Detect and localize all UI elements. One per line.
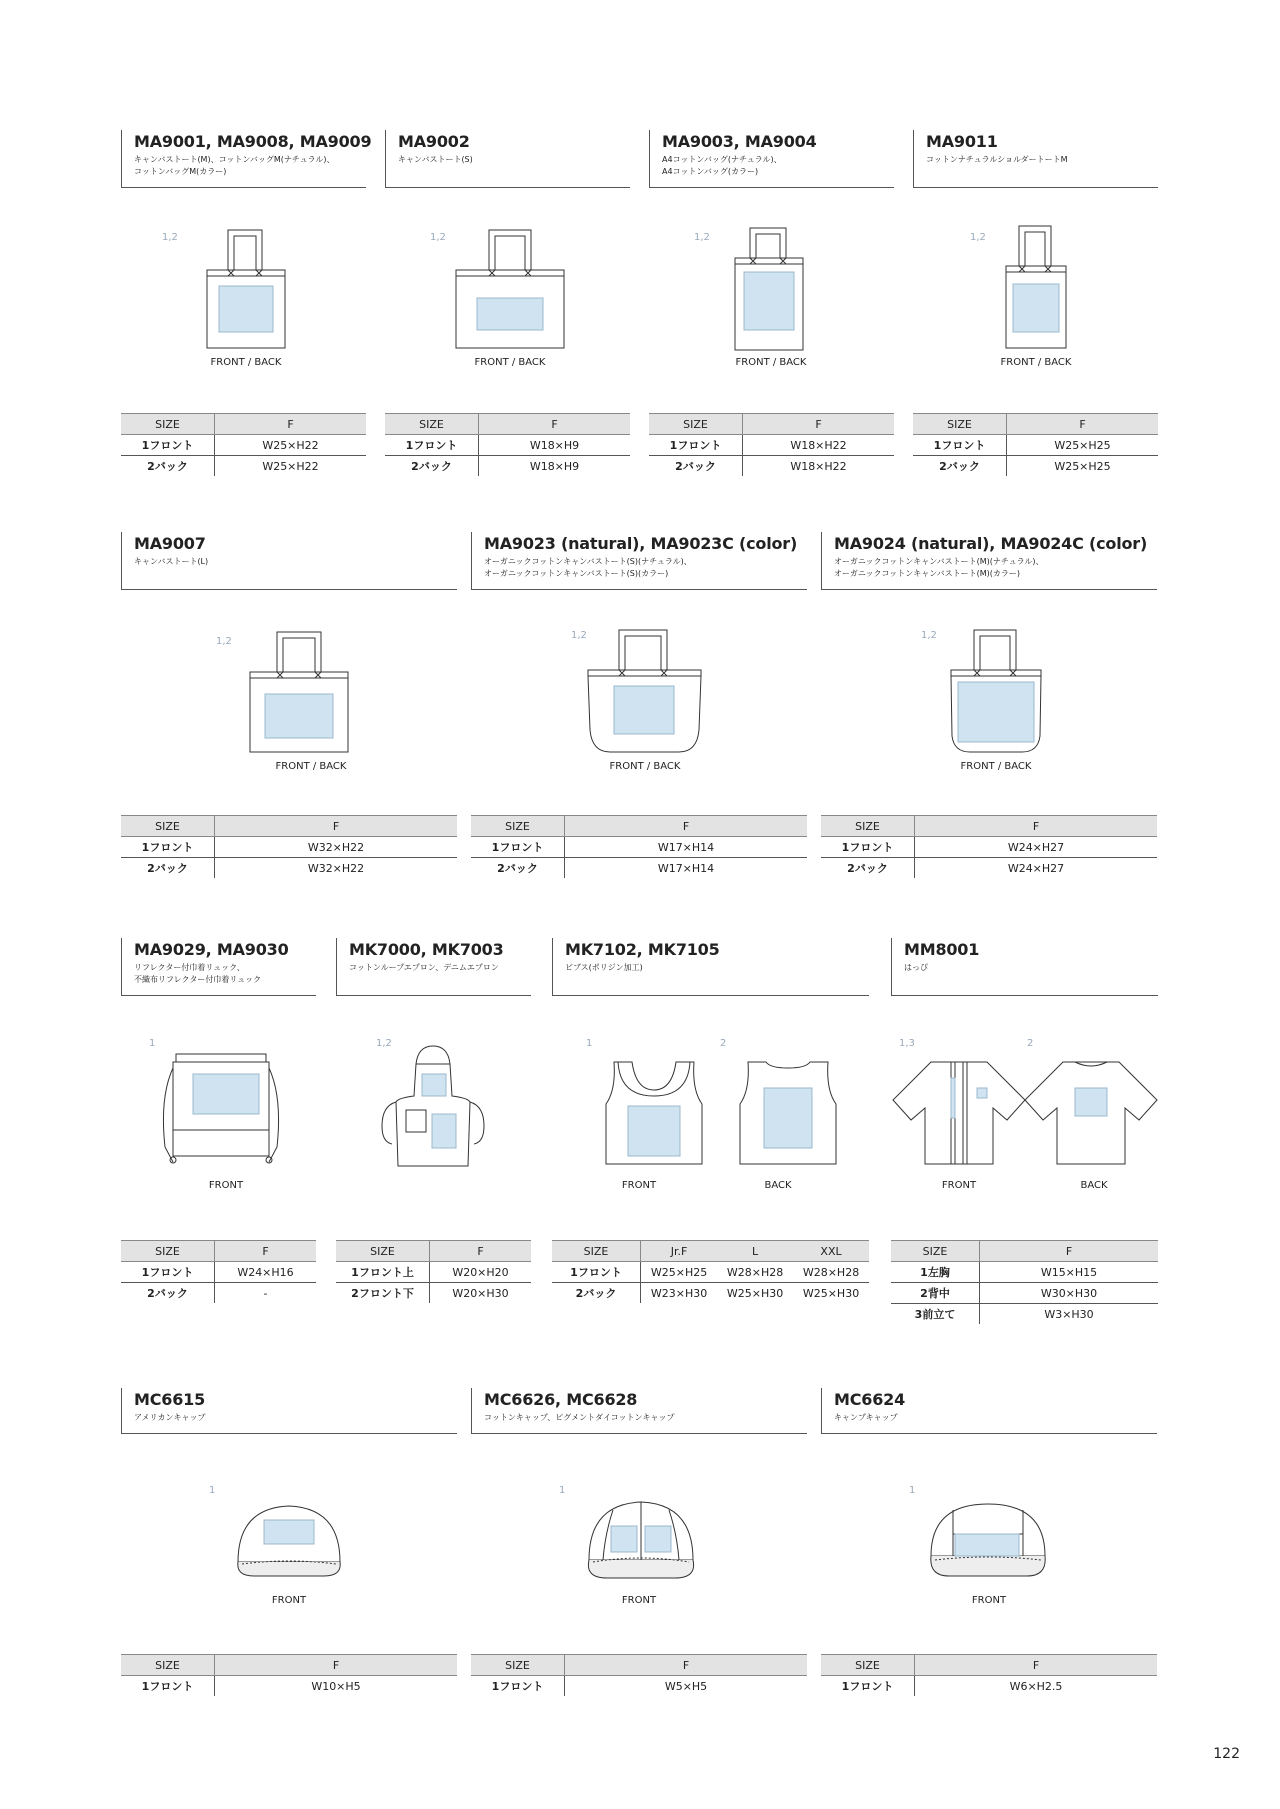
- product-title: MA9003, MA9004: [662, 132, 817, 151]
- size-header: SIZE: [121, 414, 215, 435]
- area-label: 1左胸: [891, 1262, 980, 1283]
- area-value: W18×H22: [790, 459, 847, 473]
- area-value: W25×H25: [641, 1262, 718, 1283]
- product-title: MM8001: [904, 940, 980, 959]
- cap-illustration: [583, 1498, 699, 1582]
- area-value: W24×H27: [1007, 861, 1065, 875]
- size-header: SIZE: [121, 816, 215, 837]
- size-table: [471, 815, 807, 878]
- product-subtitle: A4コットンバッグ(カラー): [662, 167, 759, 176]
- product-subtitle: オーガニックコットンキャンバストート(S)(カラー): [484, 569, 669, 578]
- product-header: [336, 938, 531, 996]
- size-header: SIZE: [649, 414, 743, 435]
- happi-back-illustration: [1023, 1060, 1159, 1165]
- area-value: W3×H30: [1044, 1307, 1094, 1321]
- area-value: W15×H15: [980, 1262, 1159, 1283]
- area-value: W20×H30: [452, 1286, 509, 1300]
- size-header: SIZE: [471, 1655, 565, 1676]
- page-number: 122: [1213, 1746, 1240, 1762]
- size-table: [336, 1240, 531, 1303]
- area-value: W30×H30: [980, 1283, 1159, 1304]
- size-header: F: [215, 816, 458, 837]
- product-title: MA9007: [134, 534, 206, 553]
- print-area-number: 1: [559, 1485, 566, 1496]
- area-label: 1フロント: [121, 837, 215, 858]
- product-card-mk7102: [552, 938, 869, 1318]
- print-area-number: 1,2: [571, 630, 587, 641]
- area-value: W28×H28: [717, 1262, 793, 1283]
- area-value: W20×H20: [430, 1262, 532, 1283]
- area-value: W25×H30: [802, 1286, 860, 1300]
- view-caption: FRONT / BACK: [960, 761, 1032, 772]
- size-header: SIZE: [121, 1241, 215, 1262]
- area-label: 2背中: [891, 1283, 980, 1304]
- product-title: MA9029, MA9030: [134, 940, 289, 959]
- size-header: F: [565, 1655, 808, 1676]
- size-header: L: [717, 1241, 793, 1262]
- cap-illustration: [234, 1500, 344, 1580]
- area-label: 1フロント: [552, 1262, 641, 1283]
- size-header: F: [479, 414, 631, 435]
- view-caption: FRONT: [208, 1180, 244, 1191]
- area-label: 1フロント: [121, 435, 215, 456]
- area-value: W24×H27: [915, 837, 1158, 858]
- area-label: 1フロント: [121, 1676, 215, 1697]
- happi-front-illustration: [891, 1060, 1027, 1165]
- product-subtitle: キャンバストート(S): [398, 155, 473, 164]
- area-label: 1フロント: [385, 435, 479, 456]
- view-caption: FRONT: [941, 1180, 977, 1191]
- product-subtitle: コットンナチュラルショルダートートM: [926, 155, 1068, 164]
- size-header: SIZE: [821, 1655, 915, 1676]
- print-area-number: 1,2: [694, 232, 710, 243]
- product-header: [121, 532, 457, 590]
- product-card-ma9003: [649, 130, 894, 473]
- view-caption: FRONT / BACK: [609, 761, 681, 772]
- view-caption: FRONT: [971, 1595, 1007, 1606]
- print-area-number: 1,2: [162, 232, 178, 243]
- area-value: W17×H14: [565, 837, 808, 858]
- product-title: MC6626, MC6628: [484, 1390, 638, 1409]
- product-card-ma9002: [385, 130, 630, 473]
- print-area-number: 2: [720, 1038, 727, 1049]
- size-table: [821, 815, 1157, 878]
- product-subtitle: はっぴ: [904, 963, 928, 972]
- size-header: F: [915, 1655, 1158, 1676]
- view-caption: FRONT / BACK: [210, 357, 282, 368]
- print-area-number: 1,2: [430, 232, 446, 243]
- tote-bag-illustration: [455, 230, 565, 350]
- size-header: F: [915, 816, 1158, 837]
- size-table: [121, 1654, 457, 1696]
- size-table: [121, 815, 457, 878]
- tote-bag-illustration: [1005, 226, 1067, 351]
- area-value: W5×H5: [664, 1679, 708, 1693]
- size-table: [121, 1240, 316, 1303]
- size-header: F: [743, 414, 895, 435]
- area-value: W25×H22: [215, 435, 367, 456]
- size-header: SIZE: [385, 414, 479, 435]
- product-subtitle: キャンバストート(M)、コットンバッグM(ナチュラル)、: [134, 155, 335, 164]
- print-area-number: 1,2: [970, 232, 986, 243]
- size-header: F: [430, 1241, 532, 1262]
- product-subtitle: コットンキャップ、ピグメントダイコットンキャップ: [484, 1413, 675, 1422]
- area-value: W32×H22: [215, 837, 458, 858]
- size-header: SIZE: [336, 1241, 430, 1262]
- area-value: W23×H30: [650, 1286, 708, 1300]
- product-subtitle: キャンプキャップ: [834, 1413, 898, 1422]
- product-subtitle: ビブス(ポリジン加工): [565, 963, 643, 972]
- area-value: W28×H28: [793, 1262, 869, 1283]
- area-label: 2バック: [471, 858, 565, 879]
- size-table: [891, 1240, 1158, 1324]
- size-table: [913, 413, 1158, 476]
- size-table: [121, 413, 366, 476]
- view-caption: FRONT / BACK: [1000, 357, 1072, 368]
- view-caption: FRONT: [271, 1595, 307, 1606]
- print-area-number: 1,2: [376, 1038, 392, 1049]
- size-header: F: [215, 1655, 458, 1676]
- cap-illustration: [925, 1500, 1051, 1580]
- bib-front-illustration: [604, 1060, 704, 1165]
- area-value: W18×H9: [479, 435, 631, 456]
- bib-back-illustration: [738, 1060, 838, 1165]
- product-header: [821, 1388, 1157, 1434]
- product-title: MK7102, MK7105: [565, 940, 720, 959]
- area-label: 2バック: [913, 456, 1007, 477]
- print-area-number: 1,2: [921, 630, 937, 641]
- product-subtitle: コットンバッグM(カラー): [134, 167, 227, 176]
- area-label: 2フロント下: [336, 1283, 430, 1304]
- area-label: 2バック: [121, 1283, 215, 1304]
- area-label: 1フロント: [471, 837, 565, 858]
- product-subtitle: コットンループエプロン、デニムエプロン: [349, 963, 499, 972]
- product-subtitle: アメリカンキャップ: [134, 1413, 206, 1422]
- area-value: W25×H22: [262, 459, 319, 473]
- print-area-number: 2: [1027, 1038, 1034, 1049]
- product-header: [821, 532, 1157, 590]
- print-area-number: 1: [909, 1485, 916, 1496]
- product-card-mm8001: [891, 938, 1158, 1321]
- view-caption: FRONT / BACK: [474, 357, 546, 368]
- area-label: 3前立て: [891, 1304, 980, 1325]
- tote-bag-illustration: [249, 632, 349, 754]
- view-caption: FRONT / BACK: [735, 357, 807, 368]
- product-header: [471, 532, 807, 590]
- product-header: [121, 938, 316, 996]
- product-header: [121, 130, 372, 188]
- size-header: SIZE: [471, 816, 565, 837]
- product-card-mk7000: [336, 938, 531, 1318]
- size-table: [471, 1654, 807, 1696]
- product-card-ma9023: [471, 532, 807, 875]
- size-header: SIZE: [913, 414, 1007, 435]
- area-value: W25×H25: [1007, 435, 1159, 456]
- area-label: 1フロント: [471, 1676, 565, 1697]
- product-subtitle: オーガニックコットンキャンバストート(M)(ナチュラル)、: [834, 557, 1044, 566]
- print-area-number: 1,2: [216, 636, 232, 647]
- area-label: 2バック: [121, 858, 215, 879]
- view-caption: FRONT: [621, 1180, 657, 1191]
- size-header: SIZE: [552, 1241, 641, 1262]
- size-header: F: [1007, 414, 1159, 435]
- area-label: 2バック: [552, 1283, 641, 1304]
- product-header: [385, 130, 630, 188]
- area-value: W18×H9: [529, 459, 580, 473]
- product-card-mc6626: [471, 1388, 807, 1708]
- print-area-number: 1: [586, 1038, 593, 1049]
- product-card-ma9024: [821, 532, 1157, 875]
- product-card-ma9029: [121, 938, 316, 1318]
- size-header: Jr.F: [641, 1241, 718, 1262]
- area-value: W18×H22: [743, 435, 895, 456]
- product-header: [649, 130, 894, 188]
- product-card-ma9011: [913, 130, 1158, 473]
- product-header: [913, 130, 1158, 188]
- product-title: MA9002: [398, 132, 470, 151]
- print-area-number: 1,3: [899, 1038, 915, 1049]
- product-subtitle: オーガニックコットンキャンバストート(S)(ナチュラル)、: [484, 557, 692, 566]
- apron-illustration: [378, 1046, 488, 1171]
- product-header: [471, 1388, 807, 1434]
- area-value: W6×H2.5: [1009, 1679, 1063, 1693]
- product-card-mc6615: [121, 1388, 457, 1708]
- area-label: 2バック: [821, 858, 915, 879]
- area-value: W10×H5: [311, 1679, 361, 1693]
- product-subtitle: 不織布リフレクター付巾着リュック: [134, 975, 262, 984]
- product-subtitle: オーガニックコットンキャンバストート(M)(カラー): [834, 569, 1021, 578]
- view-caption: BACK: [1080, 1180, 1108, 1191]
- area-label: 2バック: [649, 456, 743, 477]
- product-title: MK7000, MK7003: [349, 940, 504, 959]
- area-label: 1フロント: [649, 435, 743, 456]
- size-header: F: [980, 1241, 1159, 1262]
- view-caption: FRONT: [621, 1595, 657, 1606]
- area-value: W17×H14: [657, 861, 715, 875]
- product-subtitle: キャンバストート(L): [134, 557, 209, 566]
- size-header: F: [215, 1241, 317, 1262]
- area-label: 1フロント: [821, 837, 915, 858]
- product-title: MC6615: [134, 1390, 205, 1409]
- size-header: SIZE: [891, 1241, 980, 1262]
- product-title: MA9023 (natural), MA9023C (color): [484, 534, 798, 553]
- area-label: 1フロント上: [336, 1262, 430, 1283]
- size-header: SIZE: [821, 816, 915, 837]
- size-header: F: [565, 816, 808, 837]
- area-value: W32×H22: [307, 861, 365, 875]
- product-title: MA9011: [926, 132, 998, 151]
- area-value: W25×H25: [1054, 459, 1111, 473]
- product-title: MC6624: [834, 1390, 905, 1409]
- area-value: W25×H30: [726, 1286, 784, 1300]
- product-subtitle: リフレクター付巾着リュック、: [134, 963, 245, 972]
- size-header: F: [215, 414, 367, 435]
- size-header: XXL: [793, 1241, 869, 1262]
- tote-bag-illustration: [734, 228, 804, 353]
- drawstring-backpack-illustration: [151, 1052, 291, 1172]
- product-title: MA9024 (natural), MA9024C (color): [834, 534, 1148, 553]
- area-label: 1フロント: [821, 1676, 915, 1697]
- product-header: [552, 938, 869, 996]
- print-area-number: 1: [149, 1038, 156, 1049]
- area-value: -: [263, 1286, 268, 1300]
- product-title: MA9001, MA9008, MA9009: [134, 132, 372, 151]
- print-area-number: 1: [209, 1485, 216, 1496]
- area-label: 1フロント: [913, 435, 1007, 456]
- product-header: [121, 1388, 457, 1434]
- tote-bag-illustration: [206, 230, 286, 350]
- product-card-ma9007: [121, 532, 457, 875]
- size-header: SIZE: [121, 1655, 215, 1676]
- tote-bag-illustration: [587, 630, 702, 755]
- product-card-mc6624: [821, 1388, 1157, 1708]
- size-table: [649, 413, 894, 476]
- product-card-ma9001: [121, 130, 372, 473]
- tote-bag-illustration: [950, 630, 1042, 755]
- product-subtitle: A4コットンバッグ(ナチュラル)、: [662, 155, 782, 164]
- view-caption: BACK: [764, 1180, 792, 1191]
- view-caption: FRONT / BACK: [275, 761, 347, 772]
- size-table: [385, 413, 630, 476]
- area-label: 2バック: [385, 456, 479, 477]
- product-header: [891, 938, 1158, 996]
- area-label: 1フロント: [121, 1262, 215, 1283]
- size-table: [821, 1654, 1157, 1696]
- area-value: W24×H16: [215, 1262, 317, 1283]
- area-label: 2バック: [121, 456, 215, 477]
- size-table: [552, 1240, 869, 1303]
